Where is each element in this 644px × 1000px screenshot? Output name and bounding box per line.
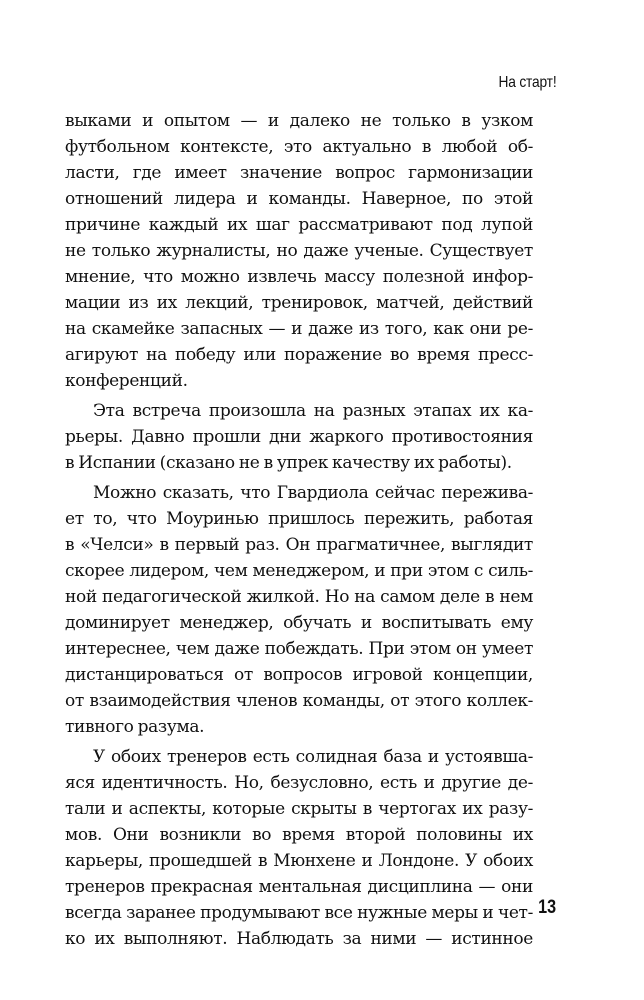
text-line: на скамейке запасных — и даже из того, как они ре- xyxy=(65,319,533,339)
text-line: скорее лидером, чем менеджером, и при этом с силь- xyxy=(65,561,533,581)
text-line: тренеров прекрасная ментальная дисциплина — они xyxy=(65,877,533,897)
running-head: На старт! xyxy=(497,74,556,91)
text-line: ной педагогической жилкой. Но на самом деле в нем xyxy=(65,587,533,607)
body-text xyxy=(65,108,533,952)
text-line: тали и аспекты, которые скрыты в чертогах их разу- xyxy=(65,799,533,819)
text-line: ко их выполняют. Наблюдать за ними — истинное xyxy=(65,929,533,949)
text-line: У обоих тренеров есть солидная база и устоявша- xyxy=(93,747,533,767)
paragraph xyxy=(65,108,533,394)
paragraph xyxy=(65,744,533,952)
text-line: интереснее, чем даже побеждать. При этом он умеет xyxy=(65,639,533,659)
text-line: выками и опытом — и далеко не только в узком xyxy=(65,111,533,131)
text-line: ет то, что Моуринью пришлось пережить, работая xyxy=(65,509,533,529)
text-line: ласти, где имеет значение вопрос гармонизации xyxy=(65,163,533,183)
text-line: Можно сказать, что Гвардиола сейчас пережива- xyxy=(93,483,533,503)
text-line: отношений лидера и команды. Наверное, по этой xyxy=(65,189,533,209)
text-line: футбольном контексте, это актуально в любой об- xyxy=(65,137,533,157)
text-line: мации из их лекций, тренировок, матчей, действий xyxy=(65,293,533,313)
text-line: в Испании (сказано не в упрек качеству их работы). xyxy=(65,453,512,473)
paragraph xyxy=(65,480,533,740)
text-line: причине каждый их шаг рассматривают под лупой xyxy=(65,215,533,235)
text-line: всегда заранее продумывают все нужные меры и чет- xyxy=(65,903,533,923)
text-line: не только журналисты, но даже ученые. Существует xyxy=(65,241,533,261)
text-line: Эта встреча произошла на разных этапах их ка- xyxy=(93,401,533,421)
text-line: от взаимодействия членов команды, от этого коллек- xyxy=(65,691,533,711)
text-line: рьеры. Давно прошли дни жаркого противостояния xyxy=(65,427,533,447)
text-line: в «Челси» в первый раз. Он прагматичнее, выглядит xyxy=(65,535,533,555)
paragraph xyxy=(65,398,533,476)
text-line: яся идентичность. Но, безусловно, есть и другие де- xyxy=(65,773,533,793)
page-number: 13 xyxy=(538,897,556,918)
text-line: конференций. xyxy=(65,371,188,391)
text-line: доминирует менеджер, обучать и воспитывать ему xyxy=(65,613,533,633)
text-line: дистанцироваться от вопросов игровой концепции, xyxy=(65,665,533,685)
text-line: карьеры, прошедшей в Мюнхене и Лондоне. У обоих xyxy=(65,851,533,871)
text-line: агируют на победу или поражение во время пресс- xyxy=(65,345,533,365)
text-line: тивного разума. xyxy=(65,717,205,737)
text-line: мнение, что можно извлечь массу полезной инфор- xyxy=(65,267,533,287)
text-line: мов. Они возникли во время второй половины их xyxy=(65,825,533,845)
